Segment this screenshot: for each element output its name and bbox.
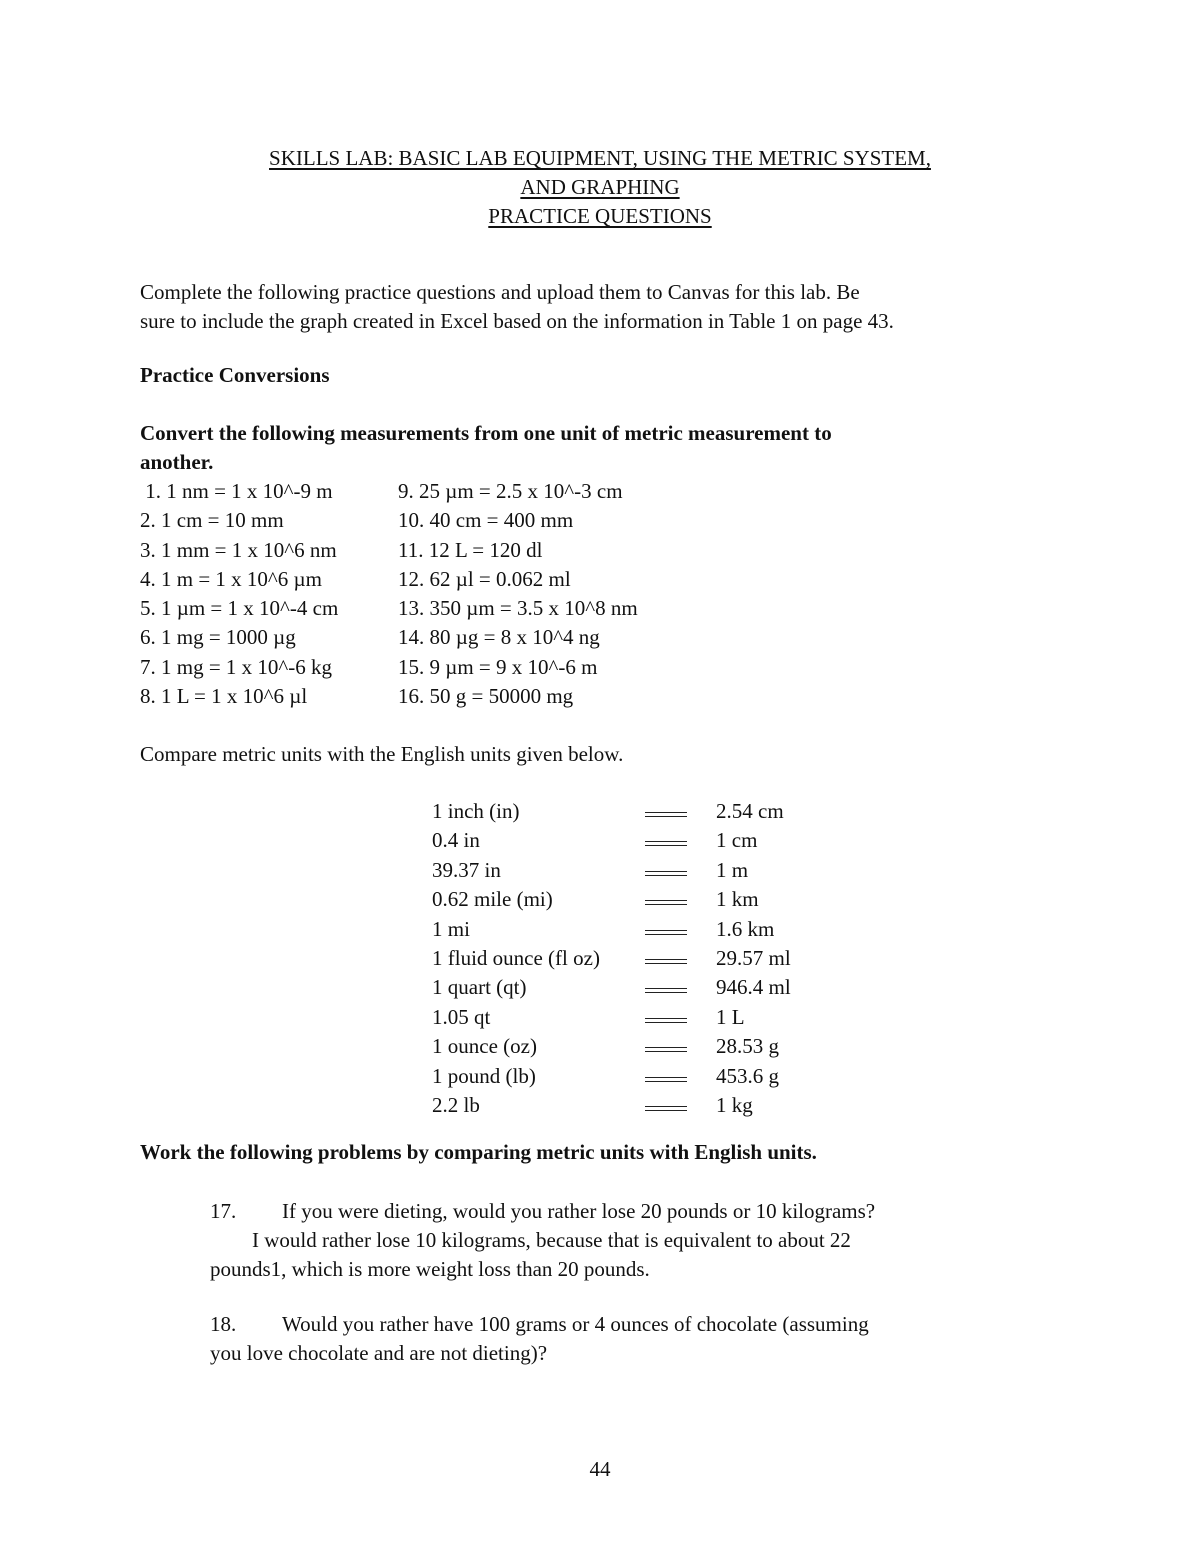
metric-unit: 1 km (716, 887, 759, 912)
metric-unit: 2.54 cm (716, 799, 784, 823)
conversion-item: 16. 50 g = 50000 mg (398, 684, 574, 709)
conversion-item: 6. 1 mg = 1000 µg (140, 625, 296, 650)
equivalence-sign (645, 959, 687, 964)
conversion-item: 15. 9 µm = 9 x 10^-6 m (398, 654, 598, 679)
english-unit: 1 quart (qt) (432, 975, 527, 1000)
conversion-item: 14. 80 µg = 8 x 10^4 ng (398, 625, 600, 650)
equivalence-sign (645, 930, 687, 935)
conversion-item: 10. 40 cm = 400 mm (398, 508, 574, 533)
metric-unit: 946.4 ml (716, 975, 791, 1000)
page-number: 44 (589, 1457, 611, 1481)
english-unit: 0.62 mile (mi) (432, 887, 553, 912)
question-number: 17. (210, 1199, 237, 1223)
equivalence-sign (645, 988, 687, 993)
metric-unit: 1 m (716, 857, 749, 882)
title-line-3: PRACTICE QUESTIONS (488, 204, 712, 228)
compare-text: Compare metric units with the English units given below. (140, 742, 624, 766)
answer-line-1: I would rather lose 10 kilograms, because that is equivalent to about 22 (252, 1228, 851, 1252)
convert-heading (140, 419, 1040, 477)
english-unit: 1 mi (432, 916, 470, 941)
english-unit: 1 fluid ounce (fl oz) (432, 945, 600, 970)
intro-line-2: sure to include the graph created in Excel based on the information in Table 1 on page 43. (140, 309, 894, 333)
conversion-item: 13. 350 µm = 3.5 x 10^8 nm (398, 596, 638, 621)
practice-heading: Practice Conversions (140, 363, 330, 387)
english-unit: 1 pound (lb) (432, 1063, 536, 1088)
english-unit: 39.37 in (432, 857, 501, 882)
document-title (0, 144, 1200, 231)
metric-unit: 1 cm (716, 828, 758, 853)
english-unit: 1 inch (in) (432, 799, 520, 823)
question-text: Would you rather have 100 grams or 4 ounces of chocolate (assuming (282, 1312, 869, 1336)
metric-unit: 28.53 g (716, 1034, 779, 1059)
metric-unit: 1 L (716, 1004, 745, 1029)
conversion-item: 2. 1 cm = 10 mm (140, 508, 284, 533)
title-line-2: AND GRAPHING (520, 175, 680, 199)
conversion-item: 4. 1 m = 1 x 10^6 µm (140, 566, 322, 591)
equivalence-sign (645, 1077, 687, 1082)
intro-paragraph (140, 278, 1040, 336)
work-heading: Work the following problems by comparing metric units with English units. (140, 1140, 817, 1164)
conversion-item: 9. 25 µm = 2.5 x 10^-3 cm (398, 479, 623, 503)
equivalence-sign (645, 1047, 687, 1052)
question-17 (210, 1197, 970, 1284)
conversion-item: 5. 1 µm = 1 x 10^-4 cm (140, 596, 339, 621)
convert-heading-line-2: another. (140, 450, 214, 474)
question-text: If you were dieting, would you rather lose 20 pounds or 10 kilograms? (282, 1199, 876, 1223)
answer-line-2: pounds1, which is more weight loss than 20 pounds. (210, 1257, 650, 1281)
equivalence-sign (645, 900, 687, 905)
conversion-item: 11. 12 L = 120 dl (398, 537, 543, 562)
intro-line-1: Complete the following practice questions and upload them to Canvas for this lab. Be (140, 280, 860, 304)
metric-unit: 1.6 km (716, 916, 775, 941)
english-unit: 1.05 qt (432, 1004, 491, 1029)
question-text-line-2: you love chocolate and are not dieting)? (210, 1341, 548, 1365)
equivalence-sign (645, 1106, 687, 1111)
equivalence-sign (645, 871, 687, 876)
english-unit: 1 ounce (oz) (432, 1034, 537, 1059)
equivalence-sign (645, 1018, 687, 1023)
metric-unit: 29.57 ml (716, 945, 791, 970)
conversion-item: 1. 1 nm = 1 x 10^-9 m (140, 479, 333, 503)
conversion-item: 8. 1 L = 1 x 10^6 µl (140, 684, 308, 709)
conversion-item: 7. 1 mg = 1 x 10^-6 kg (140, 654, 333, 679)
english-unit: 2.2 lb (432, 1092, 480, 1117)
equivalence-sign (645, 812, 687, 817)
equivalence-sign (645, 841, 687, 846)
question-18 (210, 1310, 970, 1368)
conversion-item: 12. 62 µl = 0.062 ml (398, 566, 571, 591)
convert-heading-line-1: Convert the following measurements from one unit of metric measurement to (140, 421, 832, 445)
conversion-item: 3. 1 mm = 1 x 10^6 nm (140, 537, 337, 562)
title-line-1: SKILLS LAB: BASIC LAB EQUIPMENT, USING THE METRIC SYSTEM, (269, 146, 931, 170)
english-unit: 0.4 in (432, 828, 480, 853)
metric-unit: 1 kg (716, 1092, 753, 1117)
question-number: 18. (210, 1312, 237, 1336)
metric-unit: 453.6 g (716, 1063, 779, 1088)
